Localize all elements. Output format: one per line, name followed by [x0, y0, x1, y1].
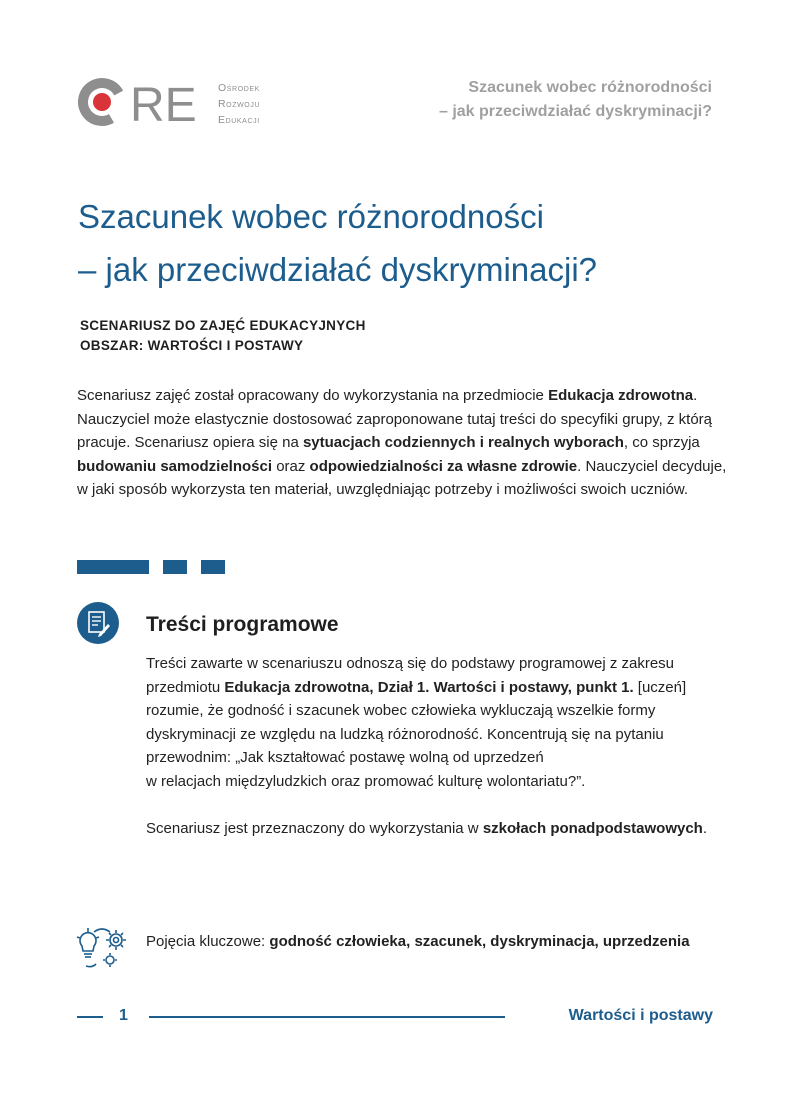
header-title: [439, 76, 712, 124]
dash-long: [77, 560, 149, 574]
page-title-line-2: – jak przeciwdziałać dyskryminacji?: [78, 251, 598, 288]
footer-line-left: [77, 1016, 103, 1018]
section-p2-text-2: .: [702, 819, 708, 837]
intro-text-5: . Nauczyciel decyduje, w jaki sposób wykorzysta ten materiał, uwzględniając potrzeby i możliwości swoich uczniów.: [77, 457, 727, 498]
key-concepts-label: Pojęcia kluczowe:: [146, 933, 270, 950]
scenario-subtitle: [80, 316, 366, 356]
subtitle-line-2: OBSZAR: WARTOŚCI I POSTAWY: [80, 338, 304, 353]
dash-short-2: [201, 560, 225, 574]
document-pen-icon: [77, 602, 119, 644]
logo-line-2: Rozwoju: [218, 98, 261, 110]
section-p2-bold-1: szkołach ponadpodstawowych: [482, 819, 703, 837]
section-paragraph-1: [146, 652, 736, 793]
intro-text-3: , co sprzyja: [623, 434, 700, 451]
ore-logo-mark: [76, 76, 216, 132]
header-title-line-1: Szacunek wobec różnorodności: [468, 79, 712, 96]
section-title: Treści programowe: [146, 613, 339, 636]
intro-paragraph: [77, 384, 727, 502]
logo-line-1: Ośrodek: [218, 82, 260, 94]
section-p1-text-3: w relacjach międzyludzkich oraz promować kulturę wolontariatu?”.: [146, 772, 586, 790]
subtitle-line-1: SCENARIUSZ DO ZAJĘĆ EDUKACYJNYCH: [80, 318, 366, 333]
page-title-line-1: Szacunek wobec różnorodności: [78, 198, 544, 235]
intro-text-4: oraz: [272, 457, 310, 475]
page-footer: [77, 1004, 713, 1028]
intro-bold-1: Edukacja zdrowotna: [548, 387, 694, 404]
footer-label: Wartości i postawy: [568, 1007, 713, 1024]
intro-bold-4: odpowiedzialności za własne zdrowie: [309, 457, 578, 475]
page-title: [78, 190, 728, 296]
lightbulb-gears-icon: [72, 924, 130, 972]
page-number: 1: [119, 1007, 128, 1024]
ore-logo: [76, 76, 286, 132]
intro-bold-2: sytuacjach codziennych i realnych wyborach: [302, 434, 624, 451]
page-header: [76, 72, 712, 134]
intro-text-2: . Nauczyciel może elastycznie dostosować zaproponowane tutaj treści do specyfiki grupy, z którą pracuje. Scenariusz opiera się na: [77, 387, 713, 451]
section-body: [146, 652, 736, 840]
section-paragraph-2: [146, 817, 736, 841]
section-p1-text-1: Treści zawarte w scenariuszu odnoszą się do podstawy programowej z zakresu przedmiotu: [146, 655, 675, 696]
footer-line-right: [149, 1016, 505, 1018]
key-concepts: [146, 930, 736, 954]
section-p1-bold-1: Edukacja zdrowotna, Dział 1. Wartości i postawy, punkt 1.: [224, 678, 634, 696]
logo-line-3: Edukacji: [218, 114, 260, 126]
section-p2-text-1: Scenariusz jest przeznaczony do wykorzystania w: [146, 819, 483, 837]
svg-text:RE: RE: [130, 79, 197, 132]
logo-text: [218, 80, 260, 128]
header-title-line-2: – jak przeciwdziałać dyskryminacji?: [438, 103, 712, 120]
section-p1-text-2: [uczeń] rozumie, że godność i szacunek wobec człowieka wykluczają wszelkie formy dyskryminacji ze względu na ludzką różnorodność. Koncentrują się na pytaniu przewodnim: „Jak kształtować postawę wolną od uprzedzeń: [146, 678, 687, 766]
intro-text-1: Scenariusz zajęć został opracowany do wykorzystania na przedmiocie: [77, 387, 549, 404]
intro-bold-3: budowaniu samodzielności: [77, 457, 273, 475]
dash-short-1: [163, 560, 187, 574]
key-concepts-values: godność człowieka, szacunek, dyskryminacja, uprzedzenia: [269, 933, 690, 950]
